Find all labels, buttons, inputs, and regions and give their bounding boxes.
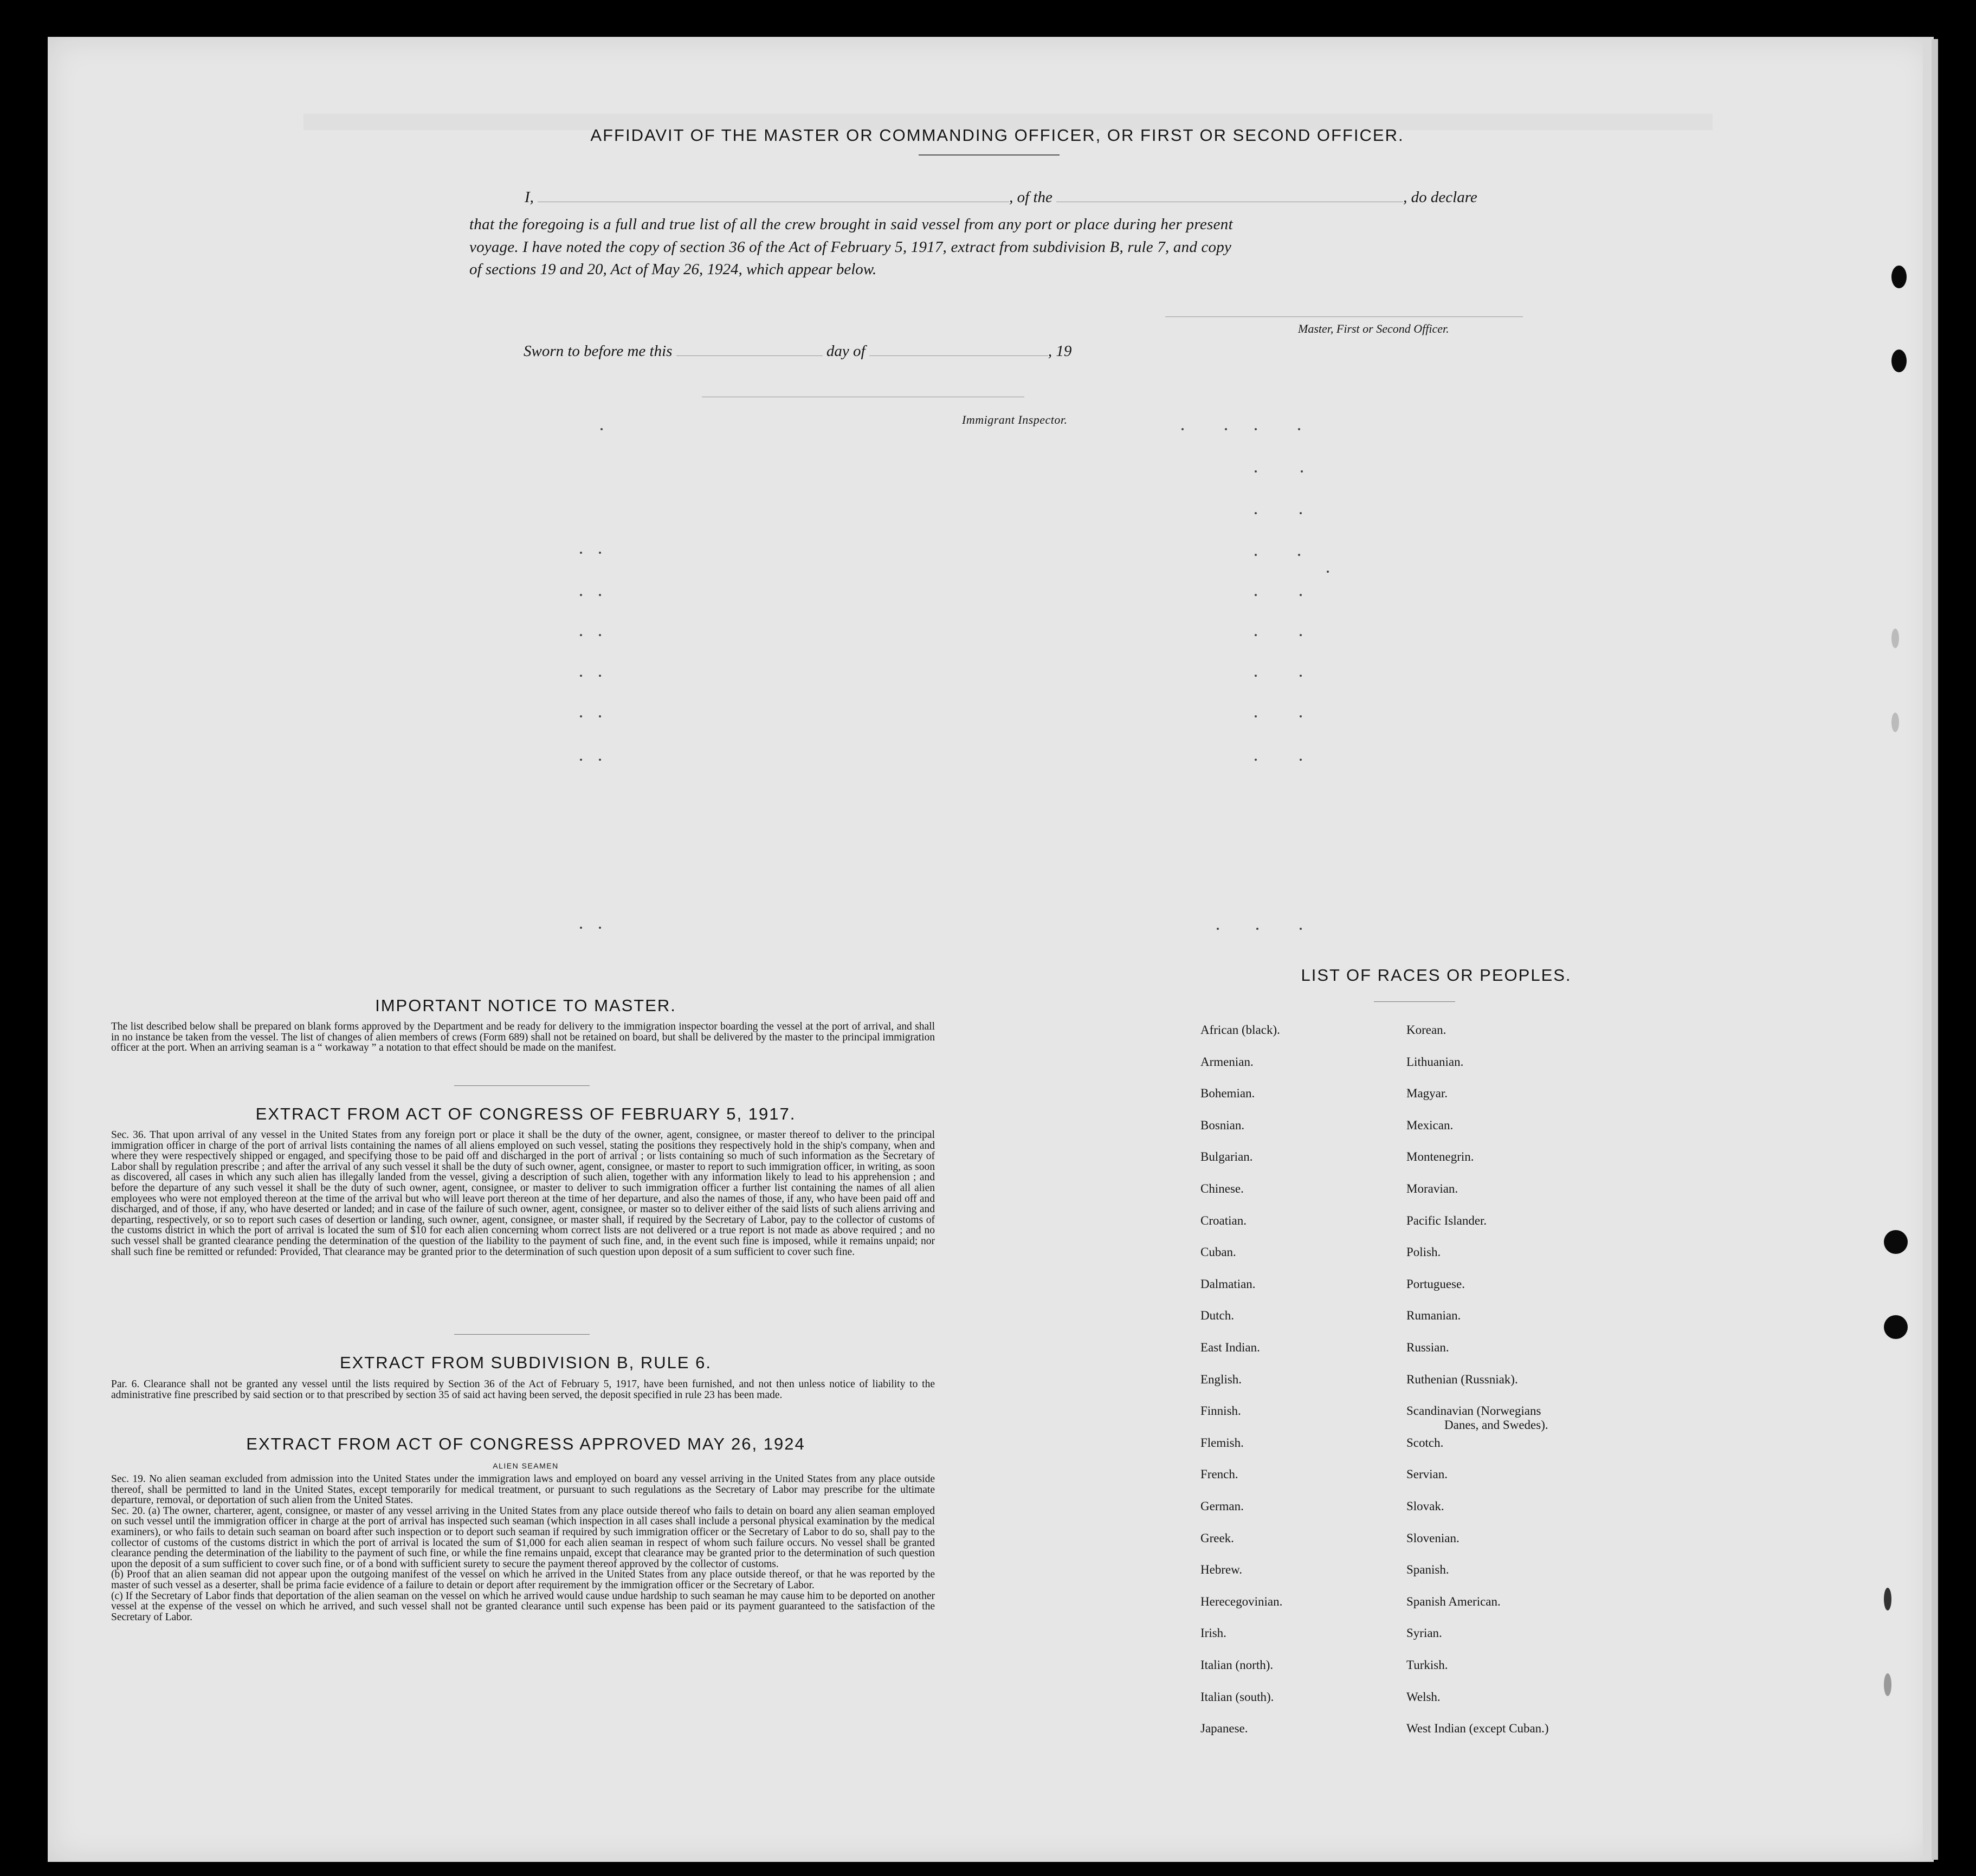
races-divider (1374, 1001, 1455, 1002)
do-declare-label: , do declare (1403, 189, 1477, 206)
print-dot (1255, 715, 1257, 717)
print-dot (1300, 675, 1302, 677)
binder-hole (1884, 1588, 1891, 1610)
sworn-month-field[interactable] (869, 355, 1048, 356)
master-signature-label: Master, First or Second Officer. (1298, 322, 1449, 335)
print-dot (1300, 634, 1302, 636)
binder-hole (1891, 713, 1899, 732)
year-label: , 19 (1048, 342, 1072, 360)
race-right-item: Spanish. (1406, 1563, 1449, 1576)
print-dot (1300, 928, 1302, 930)
affidavit-line-1: that the foregoing is a full and true list of all the crew brought in said vessel from any port or place during her present (469, 216, 1233, 233)
extract-1917-text: Sec. 36. That upon arrival of any vessel in the United States from any foreign port or place it shall be the duty of the owner, agent, consignee, or master thereof to deliver to the principal immigration officer in charge of the port of arrival lists containing the names of all aliens employed on such vessel, stating the positions they respectively hold in the ship's company, when and where they were respectively shipped or engaged, and specifying those to be paid off and discharged in the port of arrival ; or lists containing so much of such information as the Secretary of Labor shall by regulation prescribe ; and after the arrival of any such vessel it shall be the duty of such owner, agent, consignee, or master to report to such immigration officer, in writing, as soon as discovered, all cases in which any such alien has illegally landed from the vessel, giving a description of such alien, together with any information likely to lead to his apprehension ; and before the departure of any such vessel it shall be the duty of such owner, agent, consignee, or master to deliver to such immigration officer a further list containing the names of all alien employees who were not employed thereon at the time of the arrival but who will leave port thereon at the time of her departure, and also the names of those, if any, who have been paid off and discharged, and of those, if any, who have deserted or landed; and in case of the failure of such owner, agent, consignee, or master so to deliver either of the said lists of such aliens arriving and departing, respectively, or so to report such cases of desertion or landing, such owner, agent, consignee, or master shall, if required by the Secretary of Labor, pay to the collector of customs of the customs district in which the port of arrival is located the sum of $10 for each alien concerning whom correct lists are not delivered or a true report is not made as above required ; and no such vessel shall be granted clearance pending the determination of the question of the liability to the payment of such fine, and, in the event such fine is imposed, while it remains unpaid; nor shall such fine be remitted or refunded: Provided, That clearance may be granted prior to the determination of such question upon deposit of a sum sufficient to cover such fine. (111, 1129, 935, 1258)
section-19-text: Sec. 19. No alien seaman excluded from admission into the United States under the immigration laws and employed on board any vessel arriving in the United States from any place outside thereof, shall be permitted to land in the United States, except temporarily for medical treatment, or pursuant to such regulations as the Secretary of Labor may prescribe for the ultimate departure, removal, or deportation of such alien from the United States. (111, 1473, 935, 1506)
notice-divider (454, 1085, 590, 1086)
day-of-label: day of (826, 342, 866, 360)
print-dot (1255, 428, 1257, 430)
print-dot (600, 428, 603, 430)
race-left-item: Dutch. (1200, 1309, 1234, 1322)
race-right-item: Korean. (1406, 1023, 1447, 1037)
print-dot (1255, 675, 1257, 677)
race-left-item: East Indian. (1200, 1341, 1260, 1354)
extract-1924-heading: EXTRACT FROM ACT OF CONGRESS APPROVED MAY 26, 1924 (246, 1434, 805, 1453)
print-dot (580, 759, 582, 761)
race-left-item: Hebrew. (1200, 1563, 1243, 1576)
race-right-item: West Indian (except Cuban.) (1406, 1722, 1549, 1735)
print-dot (580, 594, 582, 596)
race-left-item: Bohemian. (1200, 1086, 1255, 1100)
race-left-item: Finnish. (1200, 1404, 1241, 1418)
print-dot (1255, 634, 1257, 636)
print-dot (599, 634, 601, 636)
master-signature-line[interactable] (1165, 316, 1523, 317)
race-right-item: Russian. (1406, 1341, 1449, 1354)
race-left-item: Dalmatian. (1200, 1277, 1256, 1291)
notice-text: The list described below shall be prepared on blank forms approved by the Department and be ready for delivery to the immigration inspector boarding the vessel at the port of arrival, and shall in no instance be taken from the vessel. The list of changes of alien members of crews (Form 689) shall not be retained on board, but shall be delivered by the master to the principal immigration officer at the port. When an arriving seaman is a “ workaway ” a notation to that effect should be made on the manifest. (111, 1021, 935, 1054)
race-right-continuation: Danes, and Swedes). (1444, 1418, 1548, 1432)
print-dot (580, 715, 582, 717)
binder-hole (1884, 1673, 1891, 1696)
binder-hole (1891, 629, 1899, 648)
notice-heading: IMPORTANT NOTICE TO MASTER. (375, 996, 676, 1015)
print-dot (1255, 512, 1257, 514)
extract-rule6-text: Par. 6. Clearance shall not be granted any vessel until the lists required by Section 36 of the Act of February 5, 1917, have been furnished, and not then unless notice of liability to the administrative fine prescribed by said section or to that prescribed by section 35 of said act having been served, the deposit specified in rule 23 has been made. (111, 1379, 935, 1401)
race-right-item: Polish. (1406, 1245, 1441, 1259)
race-left-item: English. (1200, 1373, 1242, 1386)
page-edge (1932, 39, 1938, 1860)
print-dot (1300, 759, 1302, 761)
race-left-item: Italian (north). (1200, 1658, 1274, 1672)
print-dot (599, 927, 601, 929)
extract-1917-divider (454, 1334, 590, 1335)
race-right-item: Lithuanian. (1406, 1055, 1464, 1069)
print-dot (1255, 759, 1257, 761)
section-20c-text: (c) If the Secretary of Labor finds that deportation of the alien seaman on the vessel on which he arrived would cause undue hardship to such seaman he may cause him to be deported on another vessel at the expense of the vessel on which he arrived, and such vessel shall not be granted clearance until such expense has been paid or its payment guaranteed to the satisfaction of the Secretary of Labor. (111, 1590, 935, 1623)
print-dot (580, 552, 582, 554)
binder-hole (1891, 350, 1907, 372)
print-dot (580, 675, 582, 677)
print-dot (1300, 594, 1302, 596)
race-right-item: Welsh. (1406, 1690, 1441, 1704)
race-right-item: Pacific Islander. (1406, 1214, 1487, 1227)
binder-hole (1891, 266, 1907, 288)
print-dot (599, 594, 601, 596)
print-dot (1300, 512, 1302, 514)
extract-rule6-heading: EXTRACT FROM SUBDIVISION B, RULE 6. (339, 1353, 712, 1372)
print-dot (1301, 470, 1303, 473)
race-right-item: Portuguese. (1406, 1277, 1465, 1291)
affidavit-heading: AFFIDAVIT OF THE MASTER OR COMMANDING OFFICER, OR FIRST OR SECOND OFFICER. (590, 126, 1404, 145)
print-dot (1255, 470, 1257, 473)
print-dot (580, 634, 582, 636)
race-left-item: Armenian. (1200, 1055, 1254, 1069)
affidavit-divider (919, 154, 1060, 156)
print-dot (1298, 428, 1300, 430)
inspector-signature-label: Immigrant Inspector. (962, 413, 1068, 426)
race-left-item: French. (1200, 1467, 1238, 1481)
sworn-label: Sworn to before me this (524, 342, 673, 360)
section-20b-text: (b) Proof that an alien seaman did not appear upon the outgoing manifest of the vessel on which he arrived in the United States from any place outside thereof, or that he was reported by the master of such vessel as a deserter, shall be prima facie evidence of a failure to detain or deport after requirement by the immigration officer or the Secretary of Labor. (111, 1569, 935, 1591)
race-left-item: Bosnian. (1200, 1118, 1245, 1132)
affidavit-line-2: voyage. I have noted the copy of section 36 of the Act of February 5, 1917, extract from subdivision B, rule 7, and copy (469, 238, 1232, 256)
page-edge (1923, 39, 1932, 1860)
races-heading: LIST OF RACES OR PEOPLES. (1301, 966, 1572, 985)
race-right-item: Mexican. (1406, 1118, 1454, 1132)
binder-hole (1884, 1315, 1908, 1339)
print-dot (1256, 928, 1258, 930)
sworn-line (524, 342, 1071, 360)
i-label: I, (525, 189, 534, 206)
sworn-day-field[interactable] (676, 355, 823, 356)
race-left-item: Irish. (1200, 1626, 1226, 1640)
of-the-label: , of the (1009, 189, 1052, 206)
race-left-item: Chinese. (1200, 1182, 1244, 1195)
print-dot (1217, 928, 1219, 930)
race-right-item: Ruthenian (Russniak). (1406, 1373, 1518, 1386)
race-right-item: Syrian. (1406, 1626, 1442, 1640)
race-right-item: Slovenian. (1406, 1531, 1460, 1545)
race-right-item: Scandinavian (Norwegians (1406, 1404, 1541, 1418)
race-right-item: Montenegrin. (1406, 1150, 1474, 1163)
print-dot (599, 675, 601, 677)
print-dot (1255, 594, 1257, 596)
race-left-item: Japanese. (1200, 1722, 1248, 1735)
race-left-item: Italian (south). (1200, 1690, 1274, 1704)
race-left-item: Flemish. (1200, 1436, 1244, 1450)
race-left-item: German. (1200, 1499, 1244, 1513)
print-dot (1298, 554, 1300, 556)
affidavit-declaration-line (525, 189, 1537, 210)
alien-seamen-subheading: ALIEN SEAMEN (493, 1461, 559, 1470)
race-right-item: Moravian. (1406, 1182, 1458, 1195)
race-right-item: Turkish. (1406, 1658, 1448, 1672)
race-right-item: Servian. (1406, 1467, 1448, 1481)
extract-1924-body (111, 1474, 935, 1622)
print-dot (599, 715, 601, 717)
race-right-item: Spanish American. (1406, 1595, 1501, 1608)
print-dot (1255, 554, 1257, 556)
race-left-item: Bulgarian. (1200, 1150, 1253, 1163)
affidavit-line-3: of sections 19 and 20, Act of May 26, 1924, which appear below. (469, 261, 877, 278)
print-dot (1327, 571, 1329, 573)
race-right-item: Magyar. (1406, 1086, 1448, 1100)
print-dot (1181, 428, 1184, 430)
race-left-item: African (black). (1200, 1023, 1280, 1037)
race-right-item: Scotch. (1406, 1436, 1444, 1450)
print-dot (599, 552, 601, 554)
print-dot (1225, 428, 1227, 430)
extract-1917-heading: EXTRACT FROM ACT OF CONGRESS OF FEBRUARY 5, 1917. (255, 1104, 796, 1123)
print-dot (599, 759, 601, 761)
race-left-item: Herecegovinian. (1200, 1595, 1283, 1608)
print-dot (580, 927, 582, 929)
binder-hole (1884, 1230, 1908, 1254)
section-20a-text: Sec. 20. (a) The owner, charterer, agent, consignee, or master of any vessel arriving in the United States from any place outside thereof who fails to detain on board any alien seaman employed on such vessel until the immigration officer in charge at the port of arrival has inspected such seaman (which inspection in all cases shall include a personal physical examination by the medical examiners), or who fails to detain such seaman on board after such inspection or to deport such seaman if required by such immigration officer or the Secretary of Labor to do so, shall pay to the collector of customs of the customs district in which the port of arrival is located the sum of $1,000 for each alien seaman in respect of whom such failure occurs. No vessel shall be granted clearance pending the determination of the liability to the payment of such fine, or while the fine remains unpaid, except that clearance may be granted prior to the determination of such question upon the deposit of a sum sufficient to cover such fine, or of a bond with sufficient surety to secure the payment thereof approved by the collector of customs. (111, 1505, 935, 1570)
race-left-item: Greek. (1200, 1531, 1234, 1545)
race-right-item: Slovak. (1406, 1499, 1444, 1513)
print-dot (1300, 715, 1302, 717)
race-left-item: Croatian. (1200, 1214, 1247, 1227)
race-left-item: Cuban. (1200, 1245, 1236, 1259)
race-right-item: Rumanian. (1406, 1309, 1461, 1322)
